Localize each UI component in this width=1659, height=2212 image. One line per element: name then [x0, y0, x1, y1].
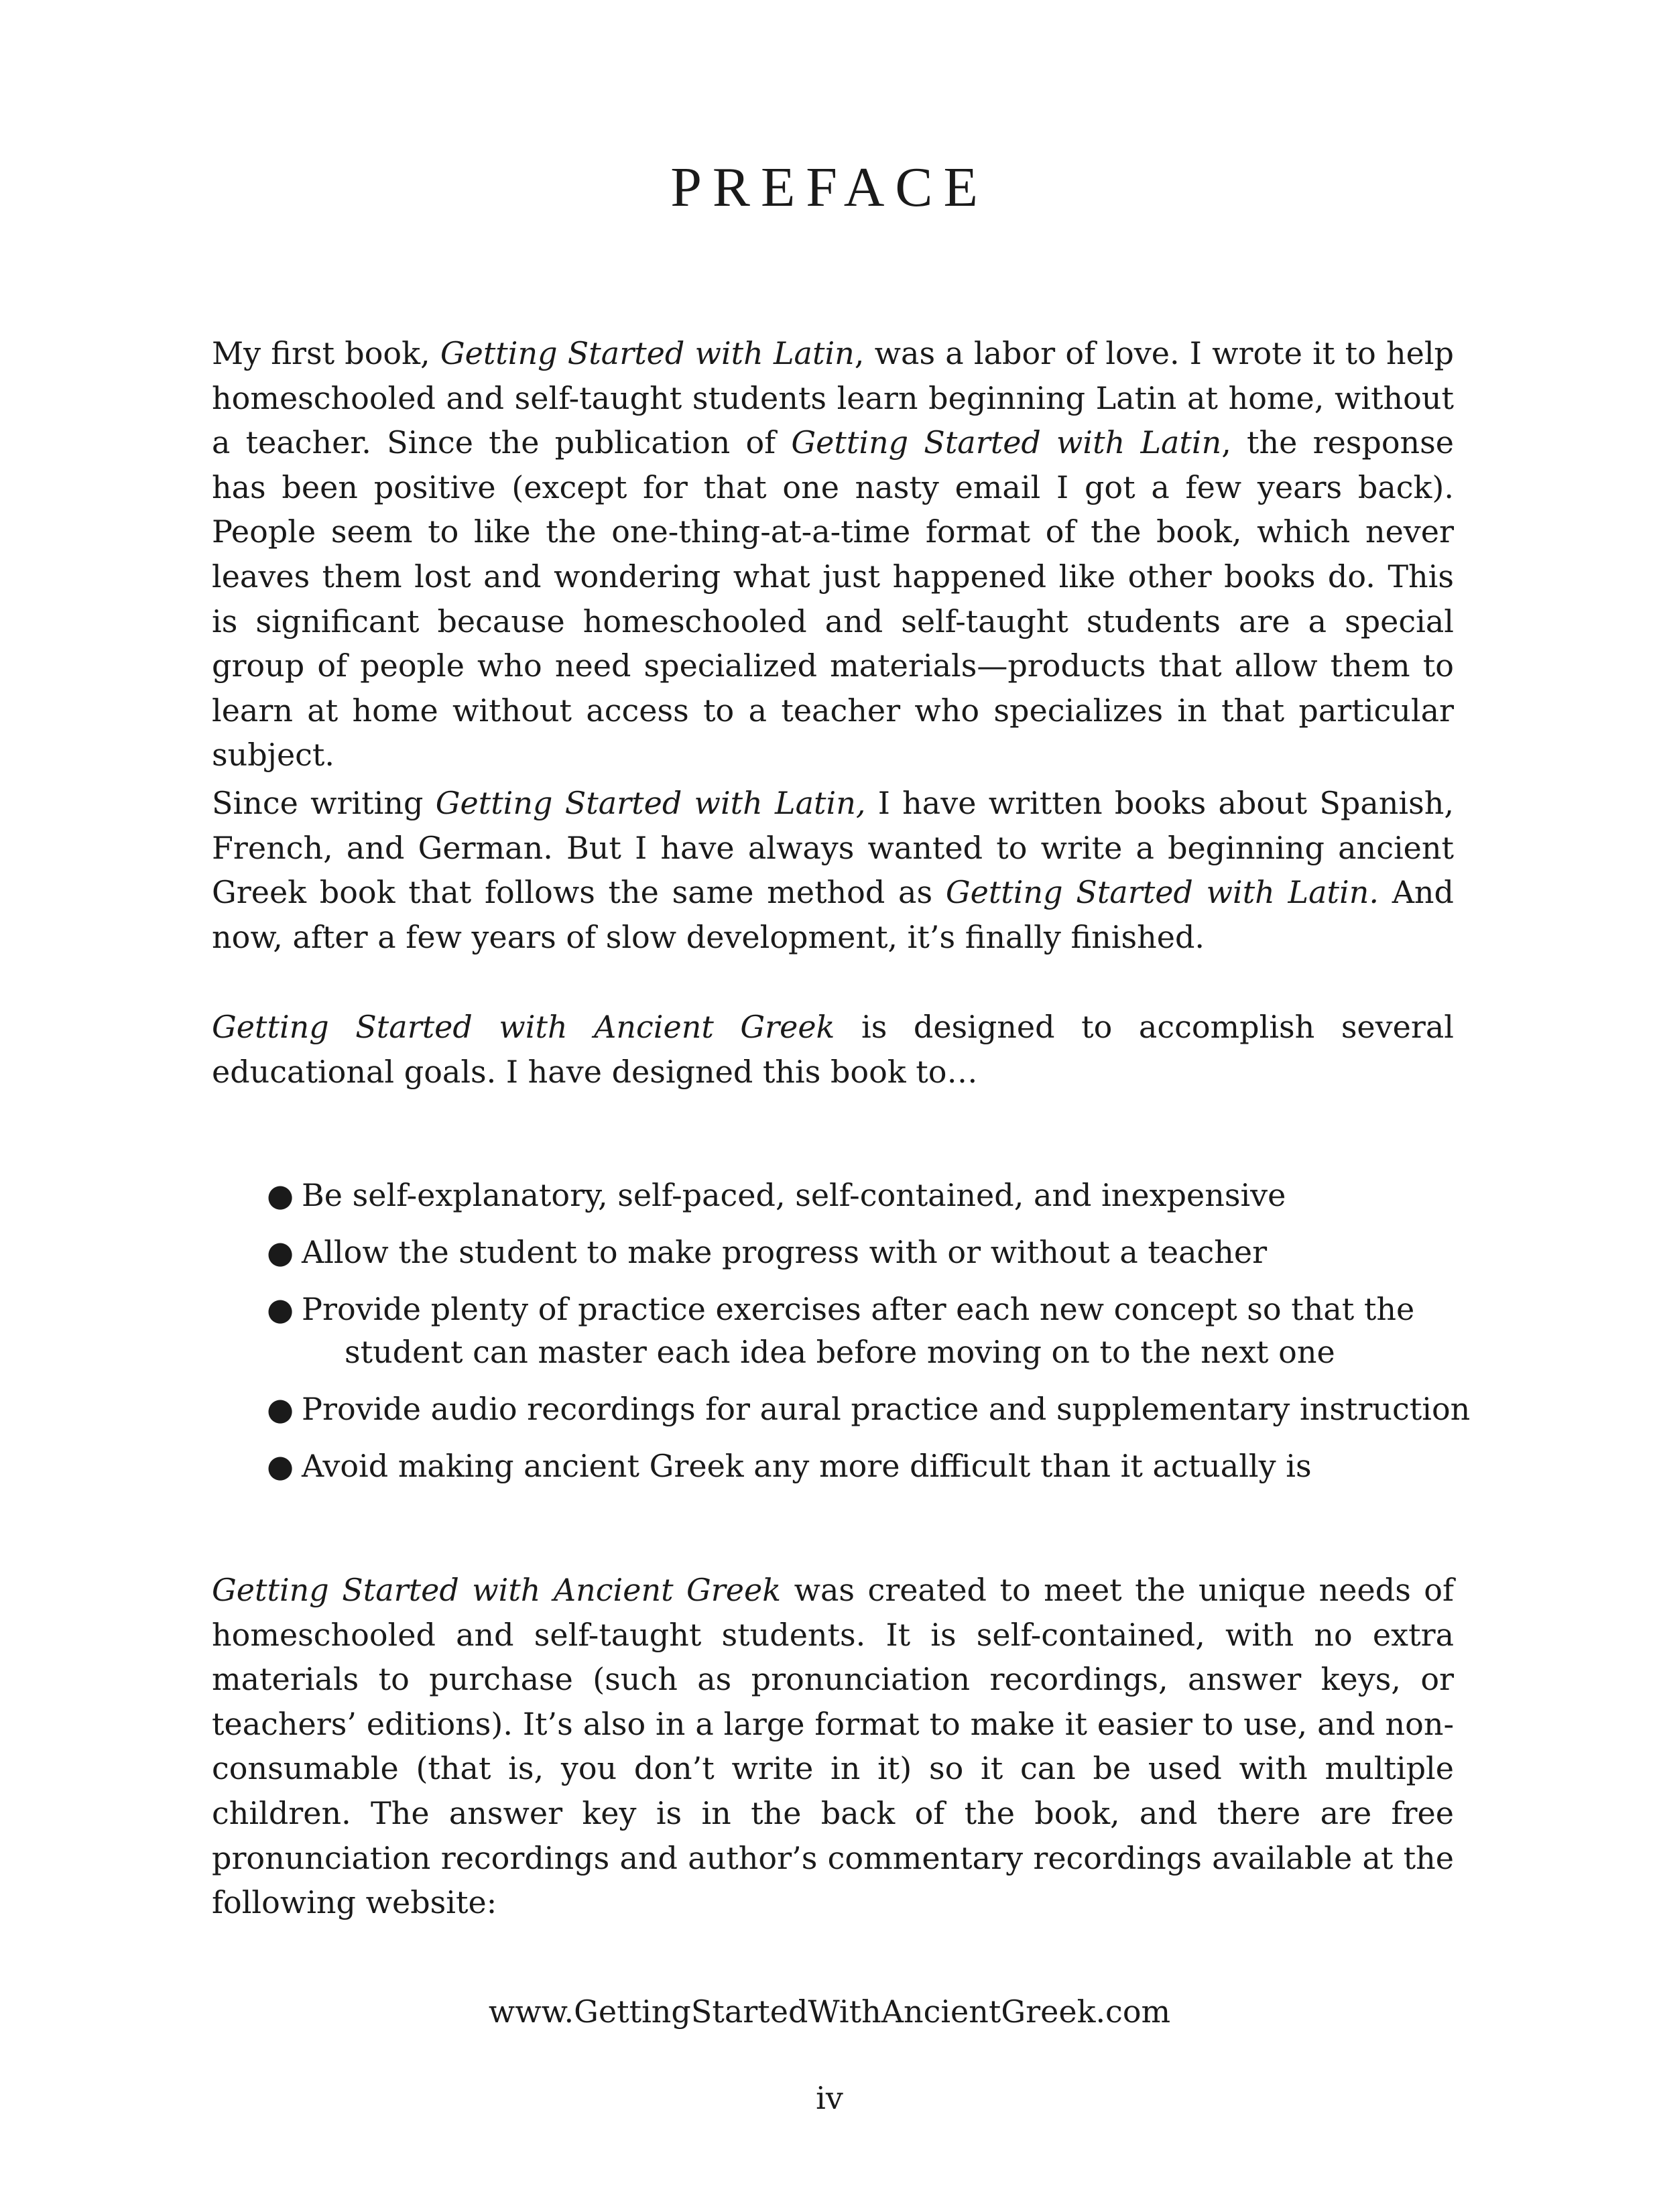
list-item — [267, 1288, 1473, 1373]
book-title-italic: Getting Started with Ancient Greek — [212, 1009, 835, 1045]
book-title-italic: Getting Started with Latin. — [945, 874, 1379, 911]
list-item — [267, 1174, 1473, 1217]
list-item-text: Be self-explanatory, self-paced, self-contained, and inexpensive — [302, 1177, 1286, 1213]
bullet-icon: ● — [267, 1391, 294, 1427]
list-item-text: Provide audio recordings for aural practice and supplementary instruction — [302, 1391, 1471, 1427]
bullet-icon: ● — [267, 1177, 294, 1213]
page-number: iv — [816, 2080, 843, 2116]
list-item — [267, 1388, 1473, 1430]
goals-list — [267, 1174, 1473, 1501]
text-run: was created to meet the unique needs of homeschooled and self-taught students. It is self-contained, with no extra materials to purchase (such as pronunciation recordings, answer keys, or teachers’ editions). It’s also in a large format to make it easier to use, and non-consumable (that is, you don’t write in it) so it can be used with multiple children. The answer key is in the back of the book, and there are free pronunciation recordings and author’s commentary recordings available at the following website: — [212, 1572, 1454, 1921]
list-item-text: Allow the student to make progress with or without a teacher — [302, 1234, 1268, 1270]
book-title-italic: Getting Started with Ancient Greek — [212, 1572, 782, 1608]
book-title-italic: Getting Started with Latin, — [435, 785, 866, 821]
bullet-icon: ● — [267, 1291, 294, 1327]
paragraph-goals-intro — [212, 1005, 1454, 1094]
bullet-icon: ● — [267, 1234, 294, 1270]
text-run: , the response has been positive (except for that one nasty email I got a few years back). People seem to like the one-thing-at-a-time format of the book, which never leaves them lost and wondering what just happened like other books do. This is significant because homeschooled and self-taught students are a special group of people who need specialized materials—products that allow them to learn at home without access to a teacher who specializes in that particular subject. — [212, 424, 1454, 774]
list-item-continuation: student can master each idea before moving on to the next one — [345, 1334, 1335, 1370]
text-run: is designed to accomplish several educational goals. I have designed this book to… — [212, 1009, 1454, 1090]
page-title: PREFACE — [670, 156, 989, 219]
text-run: I have written books about Spanish, French, and German. But I have always wanted to write a beginning ancient Greek book that follows the same method as — [212, 785, 1454, 911]
paragraph-first-book — [212, 331, 1454, 778]
list-item-text: Avoid making ancient Greek any more difficult than it actually is — [302, 1448, 1312, 1484]
list-item — [267, 1231, 1473, 1274]
book-title-italic: Getting Started with Latin — [440, 335, 855, 371]
book-title-italic: Getting Started with Latin — [791, 424, 1222, 461]
paragraph-unique-needs — [212, 1568, 1454, 1925]
text-run: Since writing — [212, 785, 436, 821]
list-item-text: Provide plenty of practice exercises after each new concept so that the — [302, 1291, 1415, 1327]
website-url: www.GettingStartedWithAncientGreek.com — [488, 1993, 1171, 2030]
paragraph-other-books — [212, 781, 1454, 959]
text-run: My first book, — [212, 335, 440, 371]
list-item — [267, 1445, 1473, 1487]
bullet-icon: ● — [267, 1448, 294, 1484]
text-run: And now, after a few years of slow development, it’s finally finished. — [212, 874, 1454, 955]
text-run: , was a labor of love. I wrote it to help homeschooled and self-taught students learn beginning Latin at home, without a teacher. Since the publication of — [212, 335, 1454, 461]
